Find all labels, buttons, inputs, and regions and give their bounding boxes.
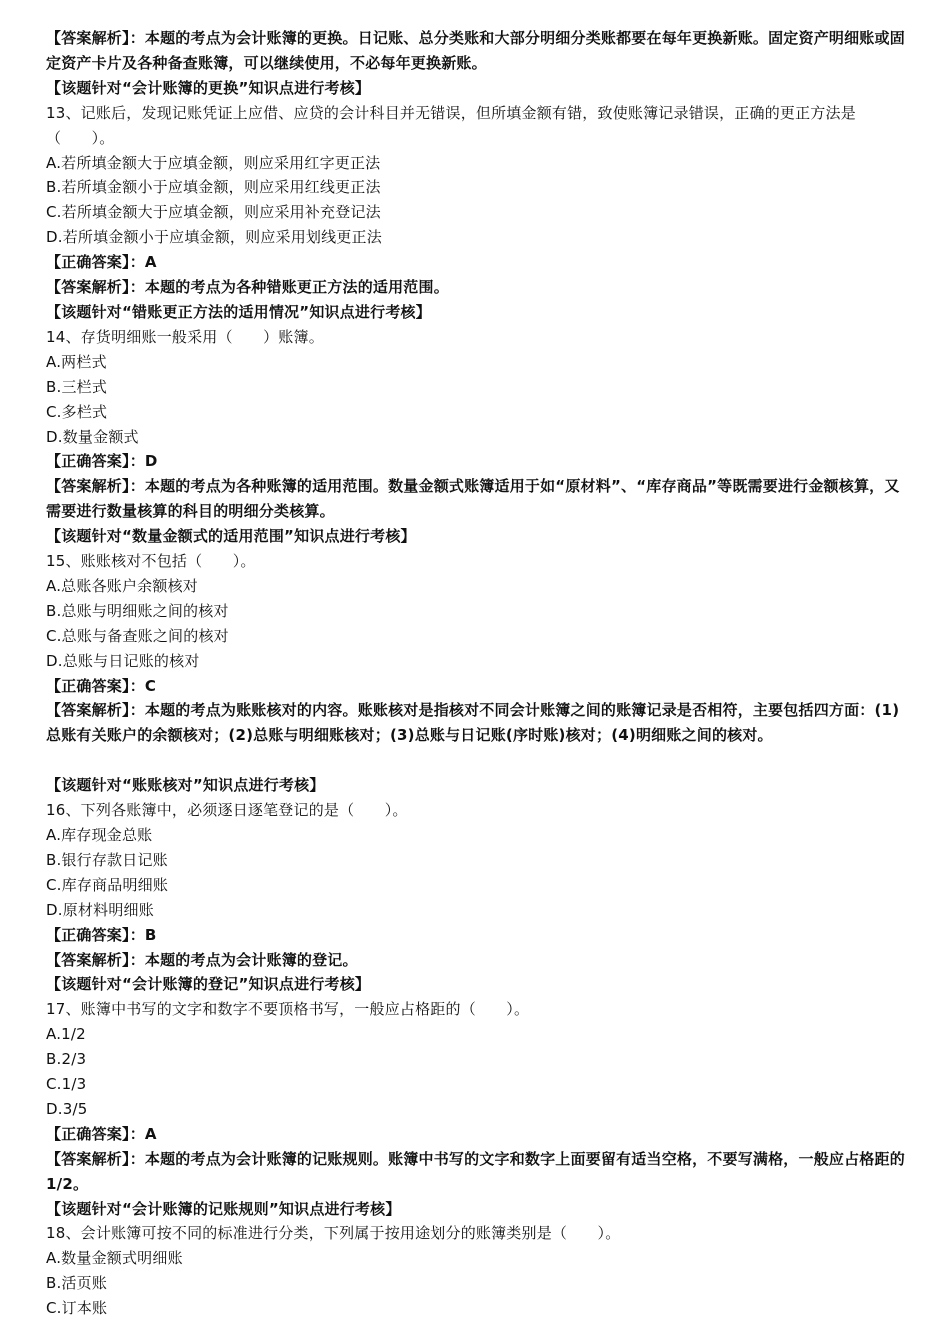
- option-18-b: B.活页账: [46, 1274, 108, 1293]
- option-14-b: B.三栏式: [46, 377, 108, 396]
- option-16-a: A.库存现金总账: [46, 825, 153, 844]
- option-16-c: C.库存商品明细账: [46, 875, 169, 894]
- question-16: 16、下列各账簿中，必须逐日逐笔登记的是（ ）。: [46, 801, 408, 820]
- question-13: 13、记账后，发现记账凭证上应借、应贷的会计科目并无错误，但所填金额有错，致使账簿记录错误，正确的更正方法是（ ）。: [46, 103, 856, 147]
- explanation-17: 【答案解析】：本题的考点为会计账簿的记账规则。账簿中书写的文字和数字上面要留有适当空格，不要写满格，一般应占格距的 1/2。: [46, 1149, 905, 1193]
- explanation-13: 【答案解析】：本题的考点为各种错账更正方法的适用范围。: [46, 278, 449, 297]
- option-18-a: A.数量金额式明细账: [46, 1249, 183, 1268]
- option-15-b: B.总账与明细账之间的核对: [46, 601, 229, 620]
- answer-17: 【正确答案】：A: [46, 1124, 157, 1143]
- option-14-a: A.两栏式: [46, 352, 107, 371]
- topic-14: 【该题针对“数量金额式的适用范围”知识点进行考核】: [46, 527, 416, 546]
- option-18-c: C.订本账: [46, 1299, 108, 1318]
- question-15: 15、账账核对不包括（ ）。: [46, 552, 256, 571]
- explanation-14: 【答案解析】：本题的考点为各种账簿的适用范围。数量金额式账簿适用于如“原材料”、“库存商品”等既需要进行金额核算，又需要进行数量核算的科目的明细分类核算。: [46, 477, 900, 521]
- answer-14: 【正确答案】：D: [46, 452, 158, 471]
- topic-16: 【该题针对“会计账簿的登记”知识点进行考核】: [46, 975, 371, 994]
- topic-15: 【该题针对“账账核对”知识点进行考核】: [46, 776, 325, 795]
- option-13-a: A.若所填金额大于应填金额，则应采用红字更正法: [46, 153, 381, 172]
- option-15-c: C.总账与备查账之间的核对: [46, 626, 229, 645]
- option-13-b: B.若所填金额小于应填金额，则应采用红线更正法: [46, 178, 381, 197]
- explanation-12: 【答案解析】：本题的考点为会计账簿的更换。日记账、总分类账和大部分明细分类账都要在每年更换新账。固定资产明细账或固定资产卡片及各种备查账簿，可以继续使用，不必每年更换新账。: [46, 29, 905, 72]
- answer-15: 【正确答案】：C: [46, 676, 157, 695]
- explanation-16: 【答案解析】：本题的考点为会计账簿的登记。: [46, 950, 358, 969]
- option-14-c: C.多栏式: [46, 402, 108, 421]
- option-17-b: B.2/3: [46, 1050, 87, 1069]
- explanation-15: 【答案解析】：本题的考点为账账核对的内容。账账核对是指核对不同会计账簿之间的账簿记录是否相符，主要包括四方面：(1)总账有关账户的余额核对；(2)总账与明细账核对；(3)总账与日记账(序时账)核对；(4)明细账之间的核对。: [46, 701, 900, 745]
- topic-12: 【该题针对“会计账簿的更换”知识点进行考核】: [46, 78, 371, 97]
- topic-13: 【该题针对“错账更正方法的适用情况”知识点进行考核】: [46, 302, 431, 321]
- option-13-c: C.若所填金额大于应填金额，则应采用补充登记法: [46, 203, 381, 222]
- question-17: 17、账簿中书写的文字和数字不要顶格书写，一般应占格距的（ ）。: [46, 1000, 530, 1019]
- option-17-c: C.1/3: [46, 1075, 87, 1094]
- option-15-a: A.总账各账户余额核对: [46, 576, 198, 595]
- option-14-d: D.数量金额式: [46, 427, 139, 446]
- option-17-d: D.3/5: [46, 1099, 88, 1118]
- answer-16: 【正确答案】：B: [46, 925, 157, 944]
- question-18: 18、会计账簿可按不同的标准进行分类，下列属于按用途划分的账簿类别是（ ）。: [46, 1224, 621, 1243]
- question-14: 14、存货明细账一般采用（ ）账簿。: [46, 327, 324, 346]
- topic-17: 【该题针对“会计账簿的记账规则”知识点进行考核】: [46, 1199, 401, 1218]
- option-13-d: D.若所填金额小于应填金额，则应采用划线更正法: [46, 228, 382, 247]
- option-15-d: D.总账与日记账的核对: [46, 651, 200, 670]
- option-16-b: B.银行存款日记账: [46, 850, 168, 869]
- option-16-d: D.原材料明细账: [46, 900, 154, 919]
- option-17-a: A.1/2: [46, 1025, 86, 1044]
- answer-13: 【正确答案】：A: [46, 253, 157, 272]
- blank-line: [46, 748, 908, 773]
- document-page: [46, 26, 908, 1321]
